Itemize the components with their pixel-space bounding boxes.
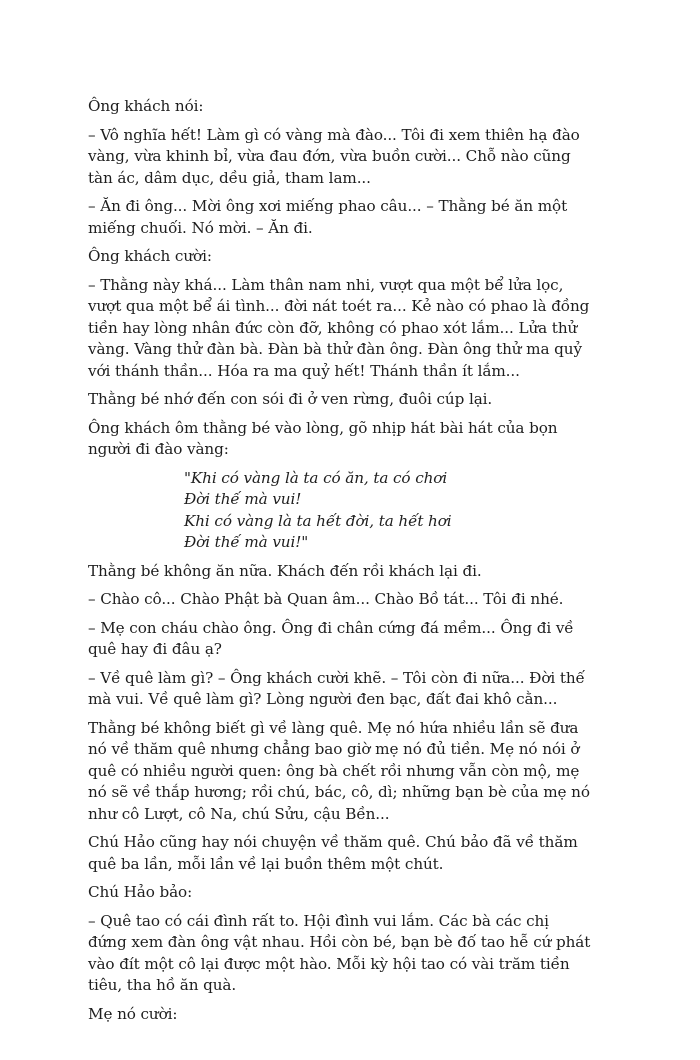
verse-line: "Khi có vàng là ta có ăn, ta có chơi xyxy=(184,468,448,487)
paragraph: – Quê tao có cái đình rất to. Hội đình vui lắm. Các bà các chị đứng xem đàn ông vật nhau. Hồi còn bé, bạn bè đố tao hễ cứ phát vào đít một cô lại được một hào. Mỗi kỳ hội tao có vài trăm tiền tiêu, tha hồ ăn quà. xyxy=(88,911,591,994)
paragraph: – Ăn đi ông... Mời ông xơi miếng phao câu... – Thằng bé ăn một miếng chuối. Nó mời. – Ăn đi. xyxy=(88,197,568,237)
paragraph: – Thằng này khá... Làm thân nam nhi, vượt qua một bể lửa lọc, vượt qua một bể ái tình... đời nát toét ra... Kẻ nào có phao là đồng tiền hay lòng nhân đức còn đỡ, không có phao xót lắm... Lửa thử vàng. Vàng thử đàn bà. Đàn bà thử đàn ông. Đàn ông thử ma quỷ với thánh thần... Hóa ra ma quỷ hết! Thánh thần ít lắm... xyxy=(88,275,590,380)
paragraph: Thằng bé nhớ đến con sói đi ở ven rừng, đuôi cúp lại. xyxy=(88,390,493,408)
paragraph: Thằng bé không ăn nữa. Khách đến rồi khách lại đi. xyxy=(88,561,482,580)
paragraph: – Mẹ con cháu chào ông. Ông đi chân cứng đá mềm... Ông đi về quê hay đi đâu ạ? xyxy=(88,618,574,658)
paragraph: Ông khách cười: xyxy=(88,247,212,265)
paragraph: Mẹ nó cười: xyxy=(88,1004,178,1023)
paragraph: Thằng bé không biết gì về làng quê. Mẹ nó hứa nhiều lần sẽ đưa nó về thăm quê nhưng chẳng bao giờ mẹ nó đủ tiền. Mẹ nó nói ở quê có nhiều người quen: ông bà chết rồi nhưng vẫn còn mộ, mẹ nó sẽ về thắp hương; rồi chú, bác, cô, dì; những bạn bè của mẹ nó như cô Lượt, cô Na, chú Sửu, cậu Bền... xyxy=(88,718,590,823)
verse-line: Đời thế mà vui!" xyxy=(184,533,309,551)
paragraph: Chú Hảo cũng hay nói chuyện về thăm quê. Chú bảo đã về thăm quê ba lần, mỗi lần về lại buồn thêm một chút. xyxy=(88,833,578,873)
paragraph: Ông khách ôm thằng bé vào lòng, gõ nhịp hát bài hát của bọn người đi đào vàng: xyxy=(88,418,558,458)
song-verse xyxy=(184,468,592,554)
verse-line: Đời thế mà vui! xyxy=(184,490,302,508)
paragraph: Chú Hảo bảo: xyxy=(88,883,193,901)
paragraph: – Vô nghĩa hết! Làm gì có vàng mà đào... Tôi đi xem thiên hạ đào vàng, vừa khinh bỉ, vừa đau đớn, vừa buồn cười... Chỗ nào cũng tàn ác, dâm dục, dều giả, tham lam... xyxy=(88,125,580,187)
paragraph: – Chào cô... Chào Phật bà Quan âm... Chào Bồ tát... Tôi đi nhé. xyxy=(88,590,564,608)
paragraph: Ông khách nói: xyxy=(88,97,204,115)
verse-line: Khi có vàng là ta hết đời, ta hết hơi xyxy=(184,511,452,530)
paragraph: – Về quê làm gì? – Ông khách cười khẽ. – Tôi còn đi nữa... Đời thế mà vui. Về quê làm gì? Lòng người đen bạc, đất đai khô cằn... xyxy=(88,668,585,708)
